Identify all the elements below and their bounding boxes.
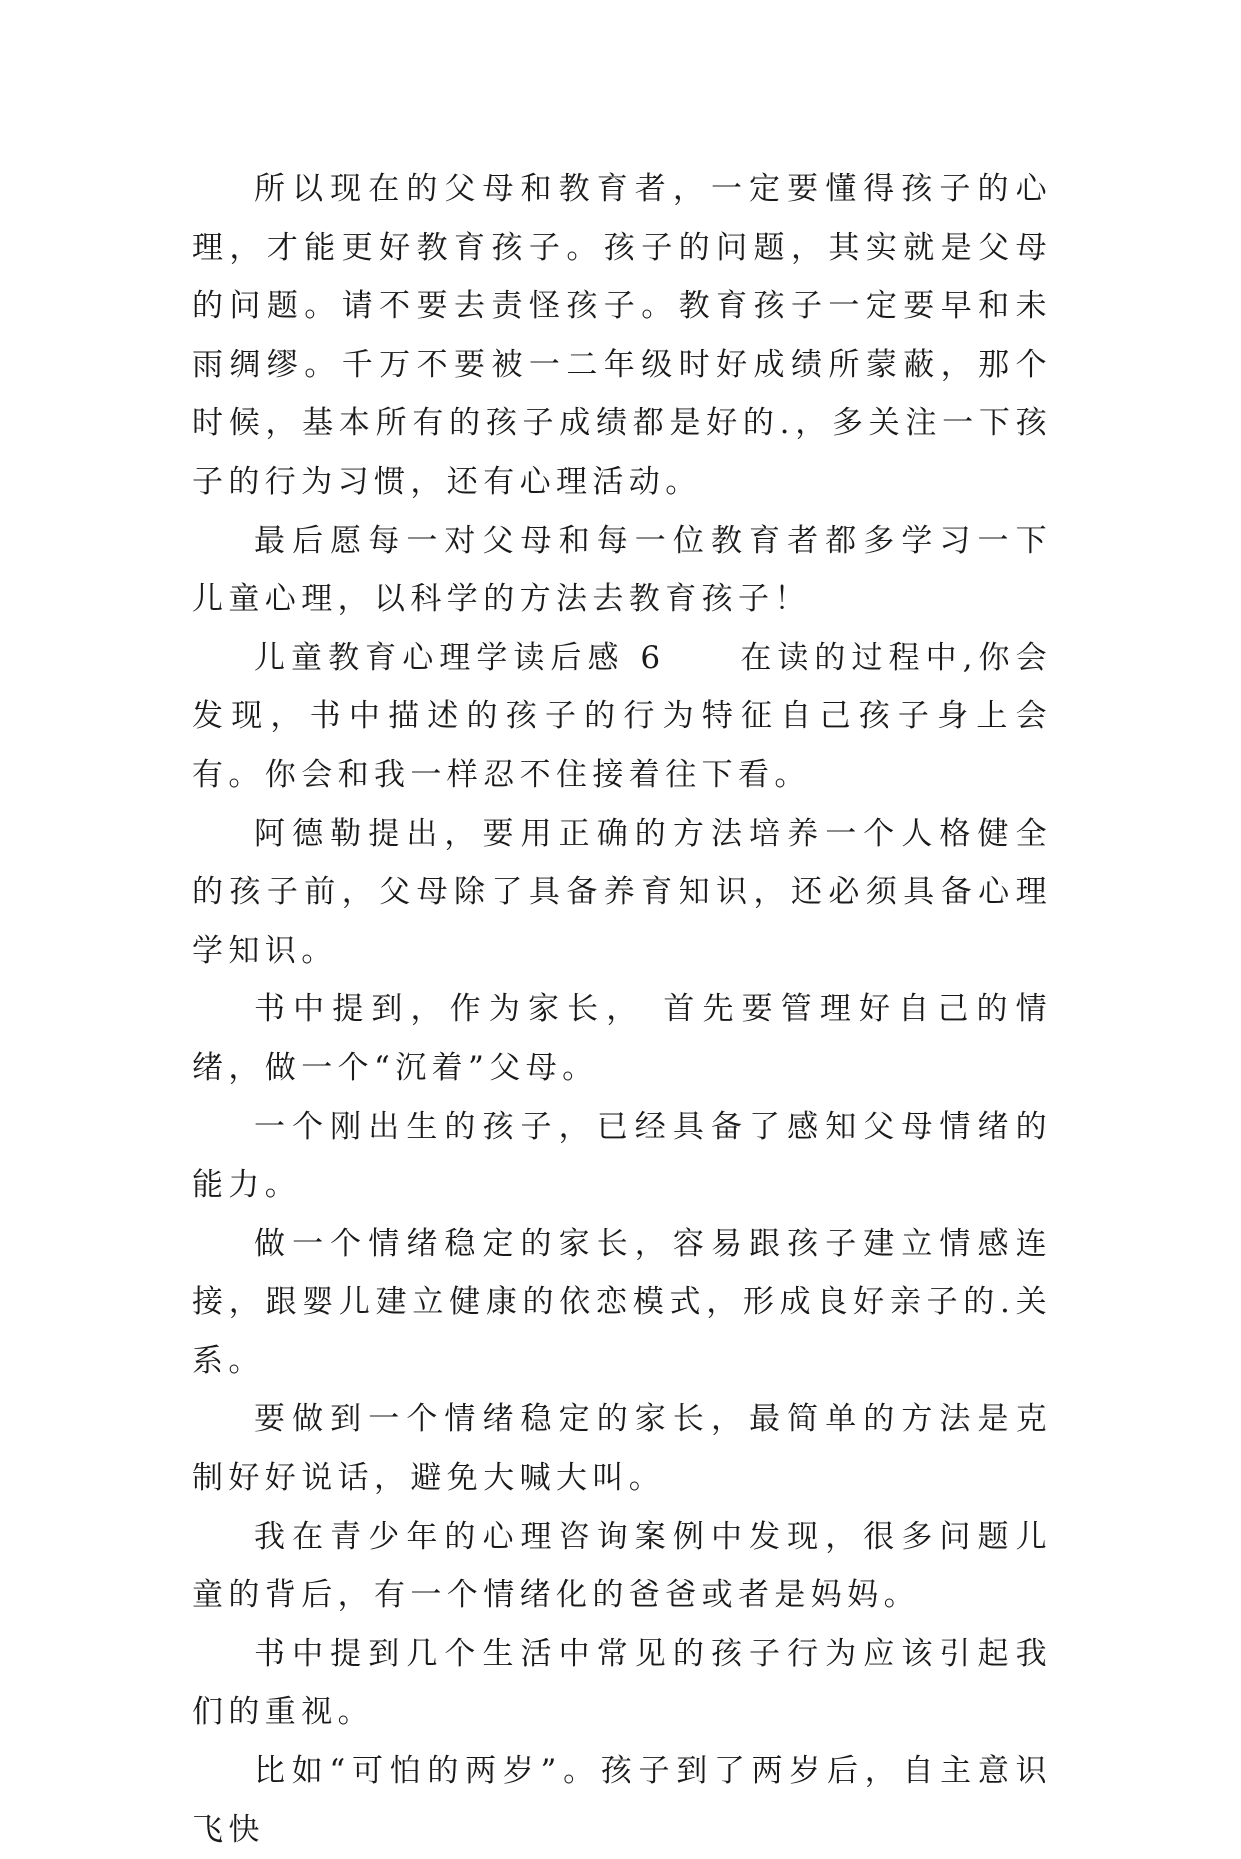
paragraph-3: 儿童教育心理学读后感 6 在读的过程中,你会发现，书中描述的孩子的行为特征自己孩子身上会有。你会和我一样忍不住接着往下看。 [192, 639, 1052, 793]
paragraph-7: 做一个情绪稳定的家长，容易跟孩子建立情感连接，跟婴儿建立健康的依恋模式，形成良好亲子的.关系。 [192, 1225, 1052, 1379]
paragraph-2: 最后愿每一对父母和每一位教育者都多学习一下儿童心理，以科学的方法去教育孩子！ [192, 522, 1052, 618]
paragraph-9: 我在青少年的心理咨询案例中发现，很多问题儿童的背后，有一个情绪化的爸爸或者是妈妈。 [192, 1518, 1052, 1614]
paragraph-5: 书中提到，作为家长， 首先要管理好自己的情绪，做一个“沉着”父母。 [192, 991, 1052, 1086]
paragraph-11: 比如“可怕的两岁”。孩子到了两岁后，自主意识飞快 [192, 1753, 1052, 1848]
paragraph-6: 一个刚出生的孩子，已经具备了感知父母情绪的能力。 [192, 1108, 1052, 1204]
paragraph-10: 书中提到几个生活中常见的孩子行为应该引起我们的重视。 [192, 1635, 1052, 1731]
paragraph-1: 所以现在的父母和教育者，一定要懂得孩子的心理，才能更好教育孩子。孩子的问题，其实就是父母的问题。请不要去责怪孩子。教育孩子一定要早和未雨绸缪。千万不要被一二年级时好成绩所蒙蔽，那个时候，基本所有的孩子成绩都是好的.，多关注一下孩子的行为习惯，还有心理活动。 [192, 171, 1052, 500]
paragraph-4: 阿德勒提出，要用正确的方法培养一个人格健全的孩子前，父母除了具备养育知识，还必须具备心理学知识。 [192, 815, 1052, 969]
document-body [192, 160, 1052, 1859]
paragraph-8: 要做到一个情绪稳定的家长，最简单的方法是克制好好说话，避免大喊大叫。 [192, 1401, 1052, 1497]
